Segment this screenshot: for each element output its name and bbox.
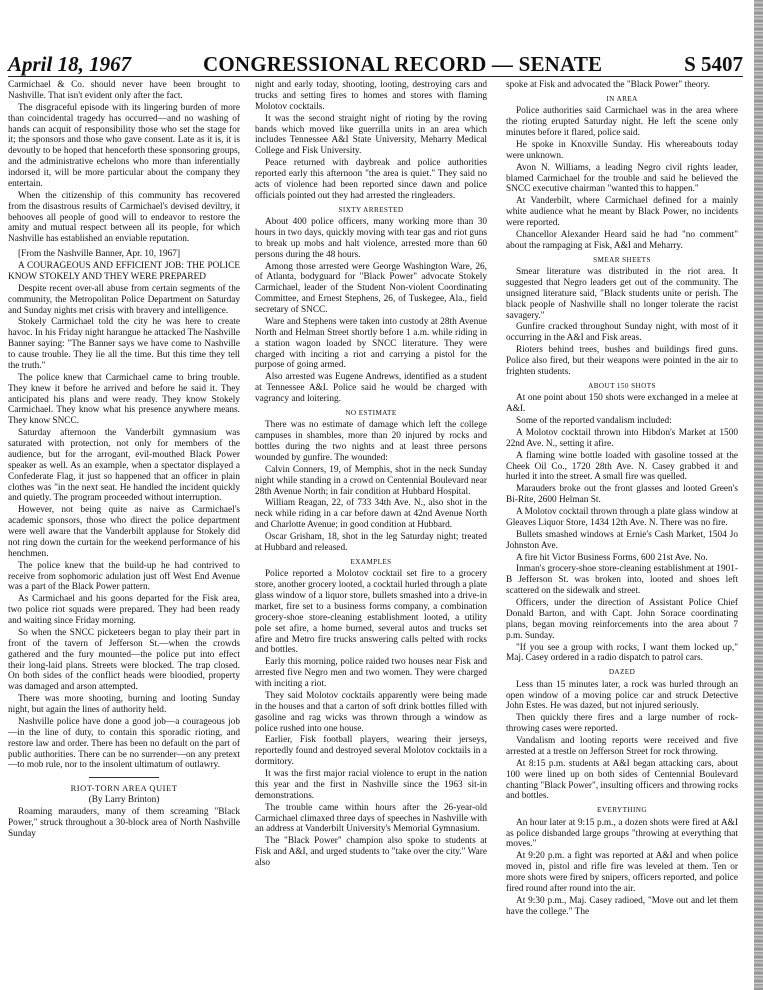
subheading: SMEAR SHEETS [593,255,651,264]
paragraph: William Reagan, 22, of 733 34th Ave. N., also shot in the neck while riding in a car before dawn at 42nd Avenue North and Charlotte Avenue; in good condition at Hubbard. [255,498,487,531]
paragraph: Nashville police have done a good job—a courageous job—in the line of duty, to contain this sporadic rioting, and restore law and order. There has been no default on the part of public authorities. There can be no surrender—on any pretext—to mob rule, nor to the insolent ultimatum of outlawry. [8,716,240,771]
divider [89,777,159,778]
article-heading: RIOT-TORN AREA QUIET [70,783,178,794]
paragraph: Officers, under the direction of Assistant Police Chief Donald Barton, and with Capt. John Sorace coordinating plans, began moving reinforcements into the area about 7 p.m. Sunday. [506,598,738,641]
subheading: ABOUT 150 SHOTS [588,381,656,390]
paragraph: Rioters behind trees, bushes and buildings fired guns. Police also fired, but their weapons were pointed in the air to frighten students. [506,345,738,377]
paragraph: Less than 15 minutes later, a rock was hurled through an open window of a moving police car and struck Detective John Estes. He was dazed, but not injured seriously. [506,679,738,712]
scan-edge [754,0,763,990]
subheading: IN AREA [606,94,638,103]
byline: (By Larry Brinton) [88,795,160,806]
paragraph: Vandalism and looting reports were received and five arrested at a trestle on Jefferson Street for rock throwing. [506,736,738,757]
paragraph: Among those arrested were George Washington Ware, 26, of Atlanta, bodyguard for "Black Power" advocate Stokely Carmichael, leader of the Student Non-violent Coordinating Committee, and Ernest Stephens, 26, of Tuskegee, Ala., field secretary of SNCC. [255,261,487,316]
paragraph: The trouble came within hours after the 26-year-old Carmichael climaxed three days of speeches in Nashville with an address at Vanderbilt University's Memorial Gymnasium. [255,802,487,835]
paragraph: A Molotov cocktail thrown through a plate glass window at Gleaves Liquor Store, 1434 12th Ave. N. There was no fire. [506,507,738,528]
paragraph: A Molotov cocktail thrown into Hibdon's Market at 1500 22nd Ave. N., setting it afire. [506,427,738,449]
paragraph: A flaming wine bottle loaded with gasoline tossed at the Cheek Oil Co., 1720 28th Ave. N. Casey grabbed it and hurled it into the street. A small fire was quelled. [506,450,738,483]
paragraph: Also arrested was Eugene Andrews, identified as a student at Tennessee A&I. Police said he would be charged with vagrancy and loitering. [255,372,487,405]
paragraph: spoke at Fisk and advocated the "Black Power" theory. [506,80,710,90]
source-line: [From the Nashville Banner, Apr. 10, 1967] [18,249,181,260]
paragraph: Earlier, Fisk football players, wearing their jerseys, reportedly found and destroyed several Molotov cocktails in a dormitory. [255,735,487,768]
column-2 [255,80,487,985]
paragraph: At 9:30 p.m., Maj. Casey radioed, "Move out and let them have the college." The [506,895,738,917]
paragraph: Inman's grocery-shoe store-cleaning establishment at 1901-B Jefferson St. was broken into, looted and shoes left scattered on the sidewalk and street. [506,564,738,597]
paragraph: Bullets smashed windows at Ernie's Cash Market, 1504 Jo Johnston Ave. [506,529,738,551]
paragraph: At Vanderbilt, where Carmichael defined for a mainly white audience what he meant by Black Power, no incidents were reported. [506,196,738,229]
paragraph: The "Black Power" champion also spoke to students at Fisk and A&I, and urged students to "take over the city." Ware also [255,836,487,869]
header-title: CONGRESSIONAL RECORD — SENATE [203,52,603,76]
subheading: NO ESTIMATE [345,408,397,417]
paragraph: Some of the reported vandalism included: [516,416,672,427]
paragraph: They said Molotov cocktails apparently were being made in the houses and that a carton of soft drink bottles filled with gasoline and rag wicks was thrown through a window as police rushed into one house. [255,690,487,734]
column-1 [8,80,240,985]
paragraph: Marauders broke out the front glasses and looted Green's Bi-Rite, 2600 Helman St. [506,484,738,506]
paragraph: Peace returned with daybreak and police authorities reported early this afternoon "the area is quiet." They said no acts of violence had been reported since dawn and police officials pointed out they had arrested the ringleaders. [255,158,487,201]
paragraph: The disgraceful episode with its lingering burden of more than coincidental tragedy has occurred—and no washing of hands can acquit of responsibility those who set the stage for it; the sponsors and those who gave consent. Late as it is, it is devoutly to be hoped that henceforth these sponsoring groups, and the administrative echelons who more than inferentially indorsed it, will be more particular about the company they entertain. [8,102,240,189]
header-date: April 18, 1967 [8,52,132,76]
paragraph: At 9:20 p.m. a fight was reported at A&I and when police moved in, pistol and rifle fire was leveled at them. Ten or more shots were fired by snipers, officers reported, and police fired round after round into the air. [506,851,738,894]
paragraph: However, not being quite as naive as Carmichael's academic sponsors, those who direct the police department were well aware that the Vanderbilt applause for Stokely did not ring down the curtain for the weekend performance of his henchmen. [8,505,240,559]
paragraph: Saturday afternoon the Vanderbilt gymnasium was saturated with protection, not only for members of the audience, but for the arrogant, evil-mouthed Black Power speaker as well. As an example, when a spectator displayed a Confederate Flag, it just so happened that an officer in plain clothes was "in the next seat. He handled the incident quickly and quietly. The program proceeded without interruption. [8,428,240,504]
paragraph: There was more shooting, burning and looting Sunday night, but again the lines of authority held. [8,694,240,715]
paragraph: At one point about 150 shots were exchanged in a melee at A&I. [506,393,738,415]
paragraph: It was the second straight night of rioting by the roving bands which moved like guerrilla units in an area which includes Tennessee A&I State University, Meharry Medical College and Fisk University. [255,113,487,157]
paragraph: Police authorities said Carmichael was in the area where the rioting erupted Saturday night. He left the scene only minutes before it flared, police said. [506,106,738,139]
paragraph: He spoke in Knoxville Sunday. His whereabouts today were unknown. [506,139,738,161]
subheading: DAZED [608,668,636,677]
header-page-number: S 5407 [684,52,743,76]
paragraph: Chancellor Alexander Heard said he had "no comment" about the rampaging at Fisk, A&I and Meharry. [506,229,738,251]
paragraph: Early this morning, police raided two houses near Fisk and arrested five Negro men and two women. They were charged with inciting a riot. [255,657,487,690]
paragraph: Carmichael & Co. should never have been brought to Nashville. That isn't evident only after the fact. [8,80,240,101]
paragraph: Oscar Grisham, 18, shot in the leg Saturday night; treated at Hubbard and released. [255,532,487,553]
paragraph: The police knew that Carmichael came to bring trouble. They knew it before he arrived and before he said it. They anticipated his plans and were ready. They know Stokely Carmichael. They know what his presence anywhere means. They know SNCC. [8,372,240,427]
paragraph: Then quickly there fires and a large number of rock-throwing cases were reported. [506,713,738,735]
paragraph: Stokely Carmichael told the city he was here to create havoc. In his Friday night harangue he attacked The Nashville Banner saying: "The Banner says we have come to Nashville to cause trouble. They lie all the time. But this time they tell the truth." [8,317,240,371]
paragraph: About 400 police officers, many working more than 30 hours in two days, quickly moving with tear gas and riot guns to break up mobs and halt violence, arrested more than 60 persons during the 48 hours. [255,217,487,260]
subheading: EXAMPLES [350,557,392,566]
paragraph: Despite recent over-all abuse from certain segments of the community, the Metropolitan Police Department on Saturday and Sunday nights met crisis with bravery and intelligence. [8,283,240,316]
page-header [8,52,743,77]
paragraph: Police reported a Molotov cocktail set fire to a grocery store, another grocery looted, a cocktail hurled through a plate glass window of a liquor store, bullets smashed into a drive-in market, fire set to a business forms company, a combination grocery-shoe store-cleaning establishment looted, a utility pole set afire, a home burned, several autos and trucks set afire and Metro fire trucks answering calls pelted with rocks and bottles. [255,569,487,656]
paragraph: Roaming marauders, many of them screaming "Black Power," struck throughout a 30-block area of North Nashville Sunday [8,807,240,839]
subheading: EVERYTHING [597,806,647,815]
paragraph: Avon N. Williams, a leading Negro civil rights leader, blamed Carmichael for the trouble and said he believed the SNCC executive chairman "wanted this to happen." [506,162,738,195]
paragraph: An hour later at 9:15 p.m., a dozen shots were fired at A&I as police disbanded large groups "throwing at everything that moves." [506,817,738,850]
column-3 [506,80,738,985]
paragraph: When the citizenship of this community has recovered from the disastrous results of Carmichael's devised deviltry, it behooves all people of good will to endeavor to restore the amity and mutual respect between all its people, for which Nashville has established an enviable reputation. [8,190,240,245]
paragraph: There was no estimate of damage which left the college campuses in shambles, more than 20 injured by rocks and bottles during the two nights and at least three persons wounded by gunfire. The wounded: [255,420,487,463]
subheading: SIXTY ARRESTED [338,205,404,214]
paragraph: A fire hit Victor Business Forms, 600 21st Ave. No. [516,552,708,563]
article-heading: A COURAGEOUS AND EFFICIENT JOB: THE POLICE KNOW STOKELY AND THEY WERE PREPARED [8,261,240,282]
paragraph: Gunfire cracked throughout Sunday night, with most of it occurring in the A&I and Fisk areas. [506,322,738,344]
paragraph: Calvin Conners, 19, of Memphis, shot in the neck Sunday night while standing in a crowd on Centennial Boulevard near 28th Avenue North; in fair condition at Hubbard Hospital. [255,464,487,497]
paragraph: So when the SNCC picketeers began to play their part in front of the tavern of Jefferson St.—when the crowds gathered and the fury mounted—the police put into effect their long-laid plans. Streets were blocked. The trap closed. On both sides of the conflict heads were bloodied, property was damaged and arson attempted. [8,627,240,693]
paragraph: As Carmichael and his goons departed for the Fisk area, two police riot squads were prepared. They had been ready and waiting since Friday morning. [8,594,240,626]
paragraph: At 8:15 p.m. students at A&I began attacking cars, about 100 were lined up on both sides of Centennial Boulevard chanting "Black Power", insulting officers and throwing rocks and bottles. [506,758,738,802]
paragraph: Smear literature was distributed in the riot area. It suggested that Negro leaders get out of the community. The unsigned literature said, "Black students unite or perish. The black people of Nashville shall no longer tolerate the racist savagery." [506,267,738,321]
paragraph: Ware and Stephens were taken into custody at 28th Avenue North and Helman Street shortly before 1 a.m. while riding in a station wagon loaded by SNCC literature. They were charged with inciting a riot and carrying a pistol for the purpose of going armed. [255,316,487,371]
paragraph: night and early today, shooting, looting, destroying cars and trucks and setting fires to homes and stores with flaming Molotov cocktails. [255,80,487,112]
paragraph: The police knew that the build-up he had contrived to receive from sophomoric adulation just off West End Avenue was a part of the Black Power pattern. [8,560,240,593]
paragraph: "If you see a group with rocks, I want them locked up," Maj. Casey ordered in a radio dispatch to patrol cars. [506,642,738,664]
paragraph: It was the first major racial violence to erupt in the nation this year and the first in Nashville since the 1963 sit-in demonstrations. [255,769,487,801]
